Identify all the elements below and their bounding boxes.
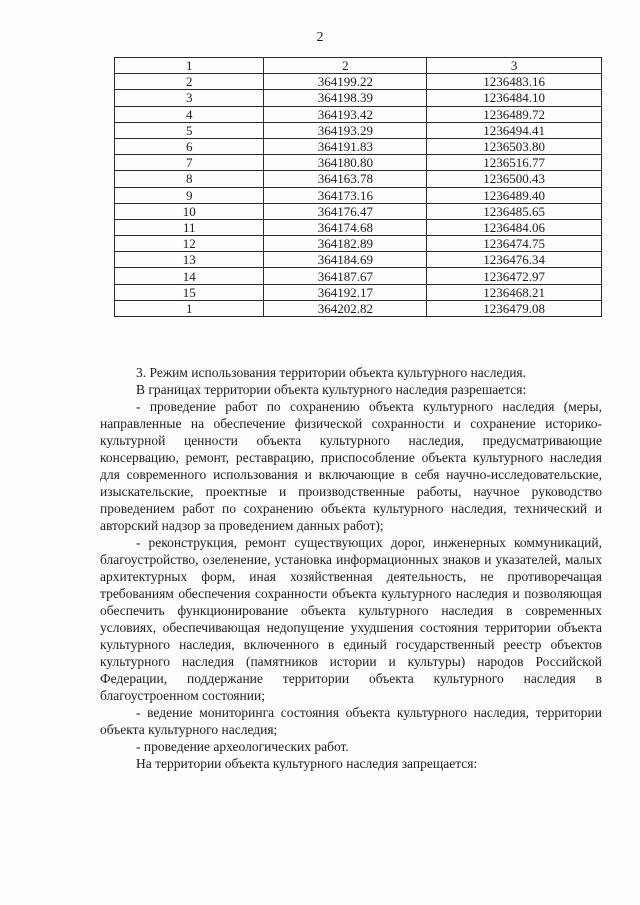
- cell-x: 364176.47: [264, 203, 427, 219]
- table-row: [115, 203, 602, 219]
- table-row: [115, 122, 602, 138]
- cell-y: 1236484.06: [427, 219, 602, 235]
- cell-y: 1236468.21: [427, 284, 602, 300]
- cell-x: 364182.89: [264, 236, 427, 252]
- cell-x: 364193.42: [264, 106, 427, 122]
- table-header-row: [115, 58, 602, 74]
- table-row: [115, 219, 602, 235]
- cell-x: 364163.78: [264, 171, 427, 187]
- cell-x: 364187.67: [264, 268, 427, 284]
- section-heading: 3. Режим использования территории объекта культурного наследия.: [136, 365, 527, 380]
- table-row: [115, 284, 602, 300]
- cell-y: 1236494.41: [427, 122, 602, 138]
- table-row: [115, 155, 602, 171]
- cell-y: 1236483.16: [427, 74, 602, 90]
- cell-y: 1236489.72: [427, 106, 602, 122]
- cell-point: 6: [115, 138, 264, 154]
- cell-x: 364191.83: [264, 138, 427, 154]
- cell-y: 1236489.40: [427, 187, 602, 203]
- cell-point: 13: [115, 252, 264, 268]
- cell-y: 1236472.97: [427, 268, 602, 284]
- column-header-point: 1: [115, 58, 264, 74]
- cell-point: 14: [115, 268, 264, 284]
- coordinates-table: [114, 57, 602, 317]
- cell-point: 3: [115, 90, 264, 106]
- column-header-x: 2: [264, 58, 427, 74]
- prohibited-intro: На территории объекта культурного наследия запрещается:: [136, 756, 478, 771]
- cell-y: 1236474.75: [427, 236, 602, 252]
- table-row: [115, 300, 602, 316]
- cell-x: 364180.80: [264, 155, 427, 171]
- table-row: [115, 268, 602, 284]
- permitted-item-reconstruction: - реконструкция, ремонт существующих дорог, инженерных коммуникаций, благоустройство, озеленение, установка информационных знаков и указателей, малых архитектурных форм, иная хозяйственная деятельность, не противоречащая требованиям обеспечения сохранности объекта культурного наследия и позволяющая обеспечить функционирование объекта культурного наследия в современных условиях, обеспечивающая недопущение ухудшения состояния территории объекта культурного наследия, включенного в единый государственный реестр объектов культурного наследия (памятников истории и культуры) народов Российской Федерации, поддержание территории объекта культурного наследия в благоустроенном состоянии;: [100, 535, 602, 703]
- permitted-intro: В границах территории объекта культурного наследия разрешается:: [136, 382, 527, 397]
- cell-point: 7: [115, 155, 264, 171]
- cell-x: 364198.39: [264, 90, 427, 106]
- cell-x: 364193.29: [264, 122, 427, 138]
- body-text: [100, 364, 602, 772]
- cell-x: 364174.68: [264, 219, 427, 235]
- permitted-item-preservation: - проведение работ по сохранению объекта культурного наследия (меры, направленные на обеспечение физической сохранности и сохранение историко-культурной ценности объекта культурного наследия, предусматривающие консервацию, ремонт, реставрацию, приспособление объекта культурного наследия для современного использования и включающие в себя научно-исследовательские, изыскательские, проектные и производственные работы, научное руководство проведением работ по сохранению объекта культурного наследия, технический и авторский надзор за проведением данных работ);: [100, 399, 602, 533]
- cell-point: 5: [115, 122, 264, 138]
- page-number: 2: [316, 30, 324, 45]
- table-row: [115, 106, 602, 122]
- permitted-item-archaeology: - проведение археологических работ.: [136, 739, 349, 754]
- cell-point: 8: [115, 171, 264, 187]
- cell-point: 15: [115, 284, 264, 300]
- cell-y: 1236485.65: [427, 203, 602, 219]
- cell-y: 1236516.77: [427, 155, 602, 171]
- column-header-y: 3: [427, 58, 602, 74]
- cell-y: 1236484.10: [427, 90, 602, 106]
- cell-point: 12: [115, 236, 264, 252]
- cell-x: 364192.17: [264, 284, 427, 300]
- table-row: [115, 138, 602, 154]
- cell-x: 364202.82: [264, 300, 427, 316]
- permitted-item-monitoring: - ведение мониторинга состояния объекта культурного наследия, территории объекта культурного наследия;: [100, 705, 602, 737]
- cell-x: 364199.22: [264, 74, 427, 90]
- table-row: [115, 187, 602, 203]
- cell-y: 1236476.34: [427, 252, 602, 268]
- cell-point: 2: [115, 74, 264, 90]
- coordinates-table-body: [115, 74, 602, 317]
- cell-y: 1236479.08: [427, 300, 602, 316]
- cell-point: 11: [115, 219, 264, 235]
- cell-point: 10: [115, 203, 264, 219]
- cell-y: 1236500.43: [427, 171, 602, 187]
- cell-x: 364184.69: [264, 252, 427, 268]
- cell-point: 4: [115, 106, 264, 122]
- table-row: [115, 74, 602, 90]
- cell-y: 1236503.80: [427, 138, 602, 154]
- table-row: [115, 236, 602, 252]
- cell-point: 1: [115, 300, 264, 316]
- cell-x: 364173.16: [264, 187, 427, 203]
- cell-point: 9: [115, 187, 264, 203]
- table-row: [115, 90, 602, 106]
- table-row: [115, 171, 602, 187]
- table-row: [115, 252, 602, 268]
